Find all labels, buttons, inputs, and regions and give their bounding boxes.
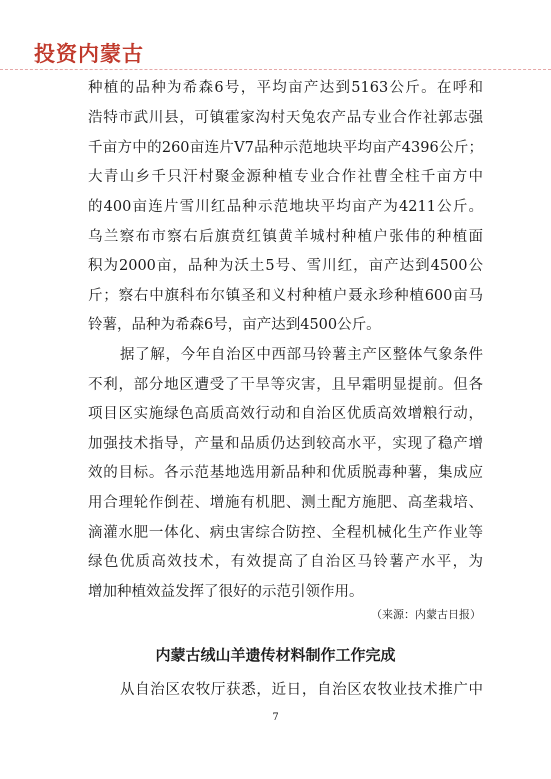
body-text-line: 增加种植效益发挥了很好的示范引领作用。 (88, 584, 364, 600)
body-text-line: 绿色优质高效技术，有效提高了自治区马铃薯产水平，为 (88, 554, 483, 570)
body-text-line: 乌兰察布市察右后旗贲红镇黄羊城村种植户张伟的种植面 (88, 229, 483, 245)
body-text-line: 效的目标。各示范基地选用新品种和优质脱毒种薯，集成应 (88, 465, 483, 481)
body-text-line: 用合理轮作倒茬、增施有机肥、测土配方施肥、高垄栽培、 (88, 495, 483, 511)
body-text-line: 积为2000亩，品种为沃土5号、雪川红，亩产达到4500公 (88, 258, 483, 274)
body-text-line: 铃薯，品种为希森6号，亩产达到4500公斤。 (88, 317, 381, 333)
header-divider (0, 69, 551, 70)
body-text-line: 加强技术指导，产量和品质仍达到较高水平，实现了稳产增 (88, 436, 483, 452)
body-text-line: 的400亩连片雪川红品种示范地块平均亩产为4211公斤。 (88, 199, 483, 215)
body-text-line: 大青山乡千只汗村聚金源种植专业合作社曹全柱千亩方中 (88, 169, 483, 185)
body-text-line: 从自治区农牧厅获悉，近日，自治区农牧业技术推广中 (120, 682, 483, 698)
body-text-line: 斤；察右中旗科布尔镇圣和义村种植户聂永珍种植600亩马 (88, 288, 483, 304)
page-header-title: 投资内蒙古 (34, 42, 144, 66)
body-text-line: 据了解，今年自治区中西部马铃薯主产区整体气象条件 (120, 347, 483, 363)
page-number: 7 (272, 712, 279, 723)
body-text-line: 浩特市武川县，可镇霍家沟村天兔农产品专业合作社郭志强 (88, 110, 483, 126)
body-text-line: 项目区实施绿色高质高效行动和自治区优质高效增粮行动， (88, 406, 483, 422)
body-text-line: 滴灌水肥一体化、病虫害综合防控、全程机械化生产作业等 (88, 525, 483, 541)
body-text-line: 千亩方中的260亩连片V7品种示范地块平均亩产4396公斤； (88, 140, 483, 156)
body-text-line: 种植的品种为希森6号，平均亩产达到5163公斤。在呼和 (88, 80, 483, 96)
source-attribution: （来源：内蒙古日报） (371, 608, 481, 621)
section-title: 内蒙古绒山羊遗传材料制作工作完成 (155, 646, 396, 664)
body-text-line: 不利，部分地区遭受了干旱等灾害，且早霜明显提前。但各 (88, 377, 483, 393)
